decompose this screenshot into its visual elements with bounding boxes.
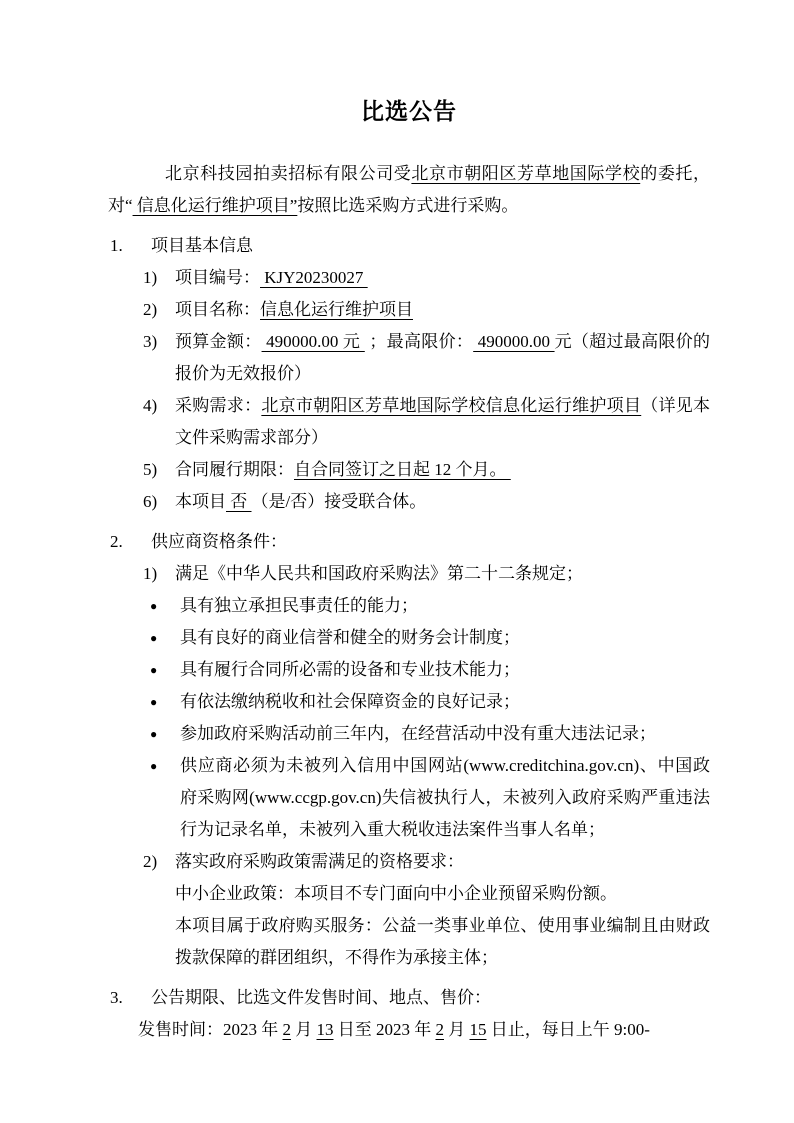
underlined-text: 信息化运行维护项目	[260, 300, 413, 319]
sale-time-paragraph	[138, 1014, 710, 1046]
section-heading	[108, 526, 710, 558]
underlined-text: 自合同签订之日起 12 个月。	[294, 460, 511, 479]
list-item	[108, 294, 710, 326]
list-item	[108, 558, 710, 590]
underlined-text: 信息化运行维护项目”	[132, 196, 298, 215]
item-text	[175, 454, 710, 486]
text-segment: 参加政府采购活动前三年内，在经营活动中没有重大违法记录；	[180, 724, 656, 743]
item-text	[180, 750, 710, 846]
section-title: 供应商资格条件：	[151, 532, 287, 551]
text-segment: （详见本文件采购需求部分）	[175, 396, 711, 447]
section-number: 2.	[110, 532, 123, 551]
underlined-text: 2	[435, 1020, 444, 1039]
bullet-item	[108, 622, 710, 654]
text-segment: 合同履行期限：	[175, 460, 294, 479]
item-number: 2)	[143, 300, 158, 319]
item-number: 2)	[143, 852, 158, 871]
item-text	[180, 590, 710, 622]
item-text	[180, 686, 710, 718]
item-number: 4)	[143, 396, 158, 415]
item-text	[180, 718, 710, 750]
text-segment: 供应商必须为未被列入信用中国网站(www.creditchina.gov.cn)、中国政府采购网(www.ccgp.gov.cn)失信被执行人，未被列入政府采购严重违法行为记录名单，未被列入重大税收违法案件当事人名单；	[180, 756, 710, 839]
underlined-text: 2	[282, 1020, 291, 1039]
page-title: 比选公告	[361, 98, 457, 124]
text-segment: 采购需求：	[175, 396, 262, 415]
item-text	[175, 326, 710, 390]
item-text	[175, 486, 710, 518]
intro-paragraph	[108, 158, 710, 222]
underlined-text: 北京市朝阳区芳草地国际学校	[411, 164, 641, 183]
bullet-item	[108, 654, 710, 686]
text-segment: 有依法缴纳税收和社会保障资金的良好记录；	[180, 692, 520, 711]
item-text	[175, 846, 710, 878]
underlined-text: 北京市朝阳区芳草地国际学校信息化运行维护项目	[261, 396, 642, 415]
section-heading	[108, 982, 710, 1014]
text-segment: 预算金额：	[175, 332, 262, 351]
underlined-text: 13	[316, 1020, 334, 1039]
text-segment: 按照比选采购方式进行采购。	[297, 196, 519, 215]
text-segment: 月	[444, 1020, 470, 1039]
bullet-item	[108, 686, 710, 718]
text-segment: 中小企业政策：本项目不专门面向中小企业预留采购份额。	[175, 884, 617, 903]
text-segment: 本项目	[175, 492, 226, 511]
text-segment: 项目编号：	[175, 268, 260, 287]
text-segment: （是/否）接受联合体。	[251, 492, 427, 511]
bullet-icon: ●	[150, 631, 158, 645]
item-text	[175, 262, 710, 294]
list-item	[108, 262, 710, 294]
item-text	[175, 558, 710, 590]
text-segment: 具有履行合同所必需的设备和专业技术能力；	[180, 660, 520, 679]
text-segment: 满足《中华人民共和国政府采购法》第二十二条规定；	[175, 564, 583, 583]
bullet-icon: ●	[150, 663, 158, 677]
section-title: 项目基本信息	[151, 236, 253, 255]
item-number: 3)	[143, 332, 158, 351]
list-item	[108, 486, 710, 518]
list-item	[108, 390, 710, 454]
item-text	[180, 622, 710, 654]
text-segment: 具有独立承担民事责任的能力；	[180, 596, 418, 615]
text-segment: 日至 2023 年	[333, 1020, 436, 1039]
bullet-item	[108, 590, 710, 622]
sections-container	[108, 230, 710, 1046]
list-item	[108, 846, 710, 878]
bullet-item	[108, 718, 710, 750]
item-number: 1)	[143, 564, 158, 583]
item-text	[180, 654, 710, 686]
text-segment: 落实政府采购政策需满足的资格要求：	[175, 852, 464, 871]
section-heading	[108, 230, 710, 262]
continuation-paragraph	[175, 910, 710, 974]
bullet-icon: ●	[150, 727, 158, 741]
item-number: 5)	[143, 460, 158, 479]
item-number: 6)	[143, 492, 158, 511]
underlined-text: 490000.00 元	[261, 332, 365, 351]
text-segment: 具有良好的商业信誉和健全的财务会计制度；	[180, 628, 520, 647]
continuation-paragraph	[175, 878, 710, 910]
list-item	[108, 454, 710, 486]
item-number: 1)	[143, 268, 158, 287]
section-title: 公告期限、比选文件发售时间、地点、售价：	[151, 988, 491, 1007]
bullet-icon: ●	[150, 759, 158, 773]
bullet-icon: ●	[150, 599, 158, 613]
text-segment: 日止，每日上午 9:00-	[486, 1020, 650, 1039]
section-number: 3.	[110, 988, 123, 1007]
text-segment: 北京科技园拍卖招标有限公司受	[165, 164, 412, 183]
text-segment: 项目名称：	[175, 300, 260, 319]
item-text	[175, 294, 710, 326]
text-segment: 本项目属于政府购买服务：公益一类事业单位、使用事业编制且由财政拨款保障的群团组织，不得作为承接主体；	[175, 916, 710, 967]
text-segment: 元（超过最高限价的报价为无效报价）	[175, 332, 711, 383]
section-number: 1.	[110, 236, 123, 255]
underlined-text: KJY20230027	[260, 268, 368, 287]
text-segment: 月	[291, 1020, 317, 1039]
bullet-item	[108, 750, 710, 846]
text-segment: ；最高限价：	[364, 332, 474, 351]
item-text	[175, 390, 710, 454]
list-item	[108, 326, 710, 390]
underlined-text: 490000.00	[473, 332, 555, 351]
text-segment: 的委托，对“	[108, 164, 711, 215]
bullet-icon: ●	[150, 695, 158, 709]
underlined-text: 15	[469, 1020, 487, 1039]
text-segment: 发售时间：2023 年	[138, 1020, 283, 1039]
underlined-text: 否	[226, 492, 252, 511]
